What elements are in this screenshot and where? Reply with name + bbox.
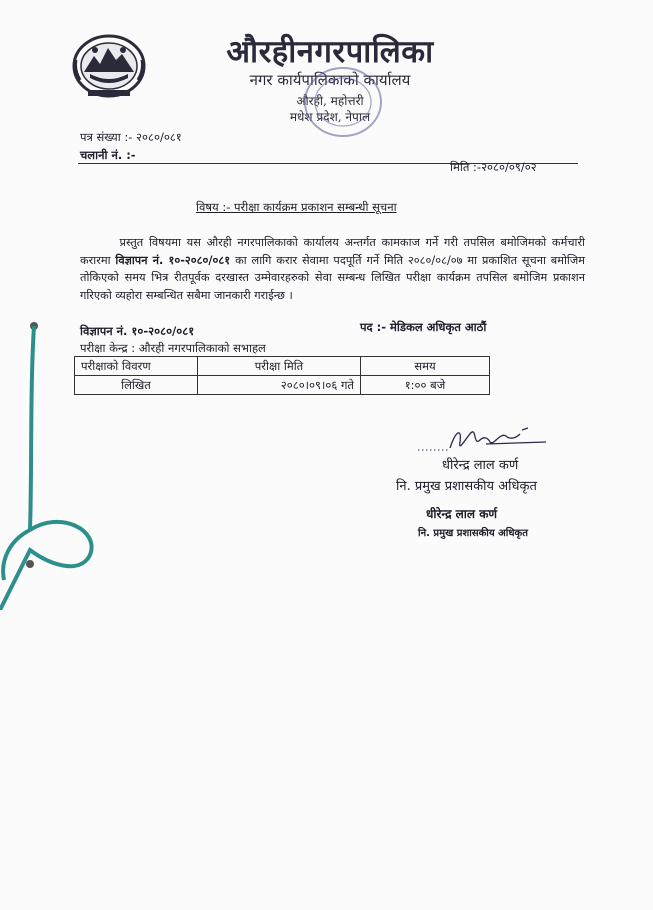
exam-schedule-table (74, 356, 490, 395)
cell-exam-type: लिखित (75, 376, 198, 395)
office-stamp-icon (298, 62, 388, 142)
binding-thread-icon (0, 310, 110, 610)
header-cell-date: परीक्षा मिति (198, 357, 361, 376)
signatory-name: धीरेन्द्र लाल कर्ण (442, 458, 519, 473)
cell-exam-time: १:०० बजे (361, 376, 490, 395)
subject-line: विषय :- परीक्षा कार्यक्रम प्रकाशन सम्बन्धी सूचना (196, 200, 397, 214)
header-cell-time: समय (361, 357, 490, 376)
body-part-2: का लागि करार सेवामा पदपूर्ति गर्ने मिति २०८०/०८/०७ मा प्रकाशित सूचना बमोजिम तोकिएको समय भित्र रीतपूर्वक दरखास्त उम्मेवारहरुको सेवा सम्बन्ध लिखित परीक्षा कार्यक्रम तपसिल बमोजिम प्रकाशन गरिएको व्यहोरा सम्बन्धित सबैमा जानकारी गराईन्छ । (80, 253, 585, 302)
signatory-title: नि. प्रमुख प्रशासकीय अधिकृत (396, 479, 537, 494)
letter-date: मिति :-२०८०/०९/०२ (450, 160, 537, 174)
table-header-row (75, 357, 490, 376)
header-cell-description: परीक्षाको विवरण (75, 357, 198, 376)
table-row (75, 376, 490, 395)
seal-title: नि. प्रमुख प्रशासकीय अधिकृत (418, 528, 528, 539)
letter-number: पत्र संख्या :- २०८०/०८१ (80, 130, 182, 144)
address-line-1: औरही, महोत्तरी (296, 94, 364, 108)
nepal-emblem-icon (70, 30, 148, 100)
advertisement-number: विज्ञापन नं. १०-२०८०/०८१ (80, 324, 195, 338)
signature-icon (410, 420, 560, 460)
address-line-2: मधेश प्रदेश, नेपाल (289, 110, 371, 124)
post-title: पद :- मेडिकल अधिकृत आठौं (360, 320, 487, 334)
dispatch-number: चलानी नं. :- (80, 148, 136, 162)
body-advertisement-ref: विज्ञापन नं. १०-२०८०/०८१ (115, 253, 231, 267)
body-part-1: प्रस्तुत विषयमा यस औरही नगरपालिकाको कार्यालय अन्तर्गत कामकाज गर्ने गरी तपसिल बमोजिमको कर्मचारी करारमा (80, 236, 585, 267)
office-name: नगर कार्यपालिकाको कार्यालय (249, 71, 411, 89)
seal-name: धीरेन्द्र लाल कर्ण (426, 507, 498, 521)
exam-centre: परीक्षा केन्द्र : औरही नगरपालिकाको सभाहल (80, 341, 266, 355)
cell-exam-date: २०८०।०९।०६ गते (198, 376, 361, 395)
municipality-name: औरहीनगरपालिका (226, 34, 434, 70)
notice-body (80, 234, 585, 304)
